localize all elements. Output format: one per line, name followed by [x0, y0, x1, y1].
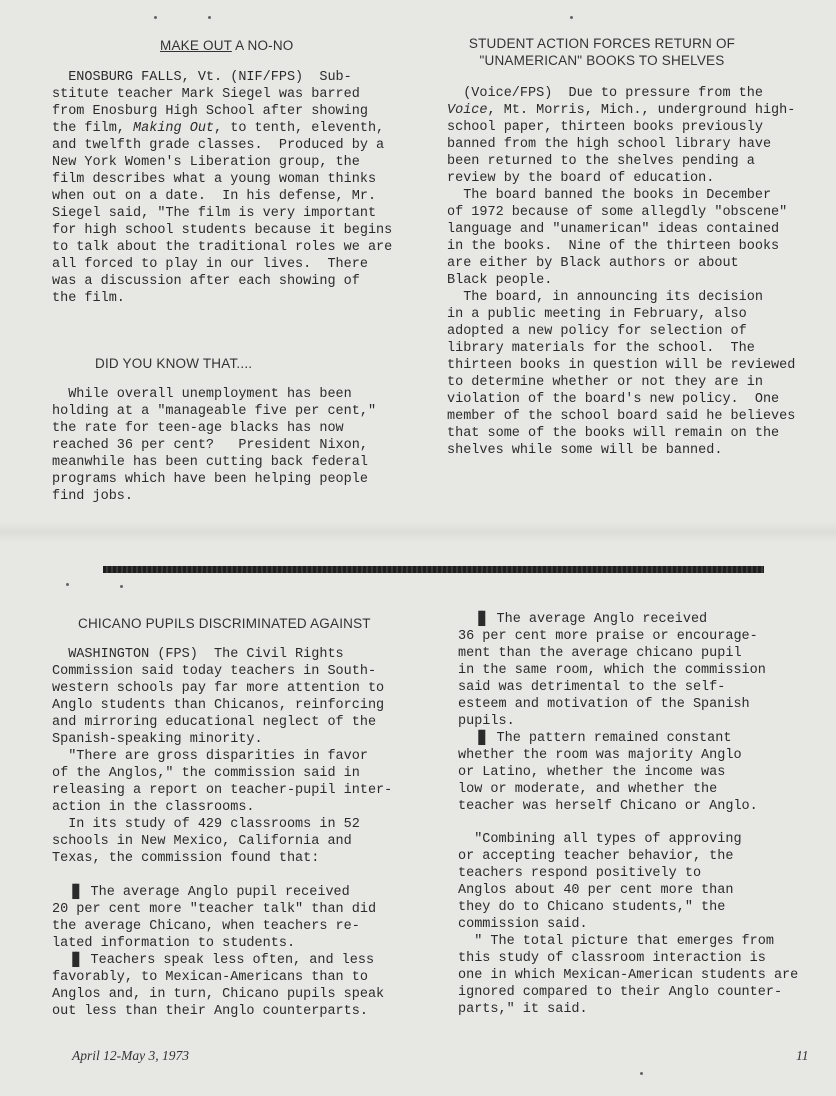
text-line: holding at a "manageable five per cent," — [52, 404, 377, 419]
text-line: out less than their Anglo counterparts. — [52, 1004, 368, 1019]
text-line: the average Chicano, when teachers re- — [52, 919, 360, 934]
paper-name: Voice — [447, 103, 488, 118]
text-line: The board banned the books in December — [447, 188, 772, 203]
text-line: Voice, Mt. Morris, Mich., underground high- — [447, 103, 796, 118]
text-line: are either by Black authors or about — [447, 256, 739, 271]
ink-speck — [154, 16, 157, 19]
text-line: they do to Chicano students," the — [458, 900, 726, 915]
text-line: review by the board of education. — [447, 171, 715, 186]
text-line: schools in New Mexico, California and — [52, 834, 352, 849]
ink-speck — [640, 1072, 643, 1075]
text-line: parts," it said. — [458, 1002, 588, 1017]
article-chicano-continued — [458, 611, 828, 1018]
text-line: member of the school board said he believes — [447, 409, 796, 424]
bullet-line: ▐▌ Teachers speak less often, and less — [68, 953, 375, 968]
text-line: lated information to students. — [52, 936, 296, 951]
text-line: or accepting teacher behavior, the — [458, 849, 734, 864]
text-line: (Voice/FPS) Due to pressure from the — [447, 86, 763, 101]
text-line: The board, in announcing its decision — [447, 290, 763, 305]
text-line: 20 per cent more "teacher talk" than did — [52, 902, 377, 917]
text-line: teacher was herself Chicano or Anglo. — [458, 799, 758, 814]
text-line: Anglos and, in turn, Chicano pupils speak — [52, 987, 385, 1002]
text-line: adopted a new policy for selection of — [447, 324, 747, 339]
text-line: "There are gross disparities in favor — [52, 749, 368, 764]
text-line: said was detrimental to the self- — [458, 680, 726, 695]
ink-speck — [66, 583, 69, 586]
text-line: teachers respond positively to — [458, 866, 702, 881]
text-line: banned from the high school library have — [447, 137, 772, 152]
text-line: whether the room was majority Anglo — [458, 748, 742, 763]
ink-speck — [208, 16, 211, 19]
article-chicano-pupils — [52, 616, 422, 1020]
text-line: Anglo students than Chicanos, reinforcing — [52, 698, 385, 713]
text-line: pupils. — [458, 714, 515, 729]
page-number: 11 — [796, 1048, 809, 1063]
text-line: and mirroring educational neglect of the — [52, 715, 377, 730]
bullet-icon: ▐▌ — [68, 885, 83, 900]
text-line: "Combining all types of approving — [458, 832, 742, 847]
text-line: of 1972 because of some allegdly "obscene" — [447, 205, 788, 220]
text-line: film describes what a young woman thinks — [52, 172, 377, 187]
article-unamerican-books — [447, 35, 827, 459]
text-line: violation of the board's new policy. One — [447, 392, 780, 407]
text-line: " The total picture that emerges from — [458, 934, 774, 949]
bullet-line: ▐▌ The pattern remained constant — [474, 731, 732, 746]
text-line: Black people. — [447, 273, 553, 288]
text-line: in the books. Nine of the thirteen books — [447, 239, 780, 254]
bullet-icon: ▐▌ — [474, 731, 489, 746]
text-line: the rate for teen-age blacks has now — [52, 421, 344, 436]
text-line: programs which have been helping people — [52, 472, 368, 487]
text-line: commission said. — [458, 917, 588, 932]
text-line: WASHINGTON (FPS) The Civil Rights — [52, 647, 344, 662]
text-line: thirteen books in question will be reviewed — [447, 358, 796, 373]
text-line: 36 per cent more praise or encourage- — [458, 629, 758, 644]
article-title: DID YOU KNOW THAT.... — [95, 356, 253, 371]
text-line: reached 36 per cent? President Nixon, — [52, 438, 368, 453]
page-fold — [0, 522, 836, 542]
text-line: New York Women's Liberation group, the — [52, 155, 360, 170]
issue-date: April 12-May 3, 1973 — [72, 1048, 189, 1063]
text-line: this study of classroom interaction is — [458, 951, 766, 966]
article-title: CHICANO PUPILS DISCRIMINATED AGAINST — [78, 616, 371, 631]
text-line: was a discussion after each showing of — [52, 274, 360, 289]
text-line: Anglos about 40 per cent more than — [458, 883, 734, 898]
text-line: that some of the books will remain on the — [447, 426, 780, 441]
text-line: and twelfth grade classes. Produced by a — [52, 138, 385, 153]
text-line: school paper, thirteen books previously — [447, 120, 763, 135]
text-line: stitute teacher Mark Siegel was barred — [52, 87, 360, 102]
text-line: favorably, to Mexican-Americans than to — [52, 970, 368, 985]
text-line: In its study of 429 classrooms in 52 — [52, 817, 360, 832]
text-line: when out on a date. In his defense, Mr. — [52, 189, 377, 204]
text-line: in the same room, which the commission — [458, 663, 766, 678]
bullet-line: ▐▌ The average Anglo received — [474, 612, 708, 627]
article-make-out — [52, 38, 412, 307]
text-line: been returned to the shelves pending a — [447, 154, 755, 169]
text-line: the film, Making Out, to tenth, eleventh, — [52, 121, 385, 136]
text-line: find jobs. — [52, 489, 134, 504]
text-line: low or moderate, and whether the — [458, 782, 718, 797]
section-divider — [103, 566, 764, 573]
text-line: ENOSBURG FALLS, Vt. (NIF/FPS) Sub- — [52, 70, 352, 85]
text-line: western schools pay far more attention to — [52, 681, 385, 696]
text-line: meanwhile has been cutting back federal — [52, 455, 368, 470]
text-line: all forced to play in our lives. There — [52, 257, 368, 272]
text-line: from Enosburg High School after showing — [52, 104, 368, 119]
text-line: ment than the average chicano pupil — [458, 646, 742, 661]
text-line: the film. — [52, 291, 125, 306]
bullet-icon: ▐▌ — [68, 953, 83, 968]
text-line: to talk about the traditional roles we are — [52, 240, 393, 255]
ink-speck — [570, 16, 573, 19]
text-line: Commission said today teachers in South- — [52, 664, 377, 679]
article-title: STUDENT ACTION FORCES RETURN OF "UNAMERICAN" BOOKS TO SHELVES — [468, 36, 736, 68]
article-title: MAKE OUT A NO-NO — [160, 38, 294, 53]
text-line: Texas, the commission found that: — [52, 851, 320, 866]
text-line: releasing a report on teacher-pupil inter- — [52, 783, 393, 798]
text-line: library materials for the school. The — [447, 341, 755, 356]
text-line: to determine whether or not they are in — [447, 375, 763, 390]
film-title: Making Out — [133, 121, 215, 136]
text-line: Siegel said, "The film is very important — [52, 206, 377, 221]
text-line: esteem and motivation of the Spanish — [458, 697, 750, 712]
text-line: Spanish-speaking minority. — [52, 732, 263, 747]
text-line: for high school students because it begins — [52, 223, 393, 238]
ink-speck — [120, 585, 123, 588]
article-did-you-know — [52, 356, 412, 505]
text-line: shelves while some will be banned. — [447, 443, 723, 458]
text-line: While overall unemployment has been — [52, 387, 352, 402]
bullet-line: ▐▌ The average Anglo pupil received — [68, 885, 350, 900]
text-line: ignored compared to their Anglo counter- — [458, 985, 783, 1000]
text-line: in a public meeting in February, also — [447, 307, 747, 322]
text-line: one in which Mexican-American students are — [458, 968, 799, 983]
text-line: or Latino, whether the income was — [458, 765, 726, 780]
text-line: language and "unamerican" ideas contained — [447, 222, 780, 237]
text-line: action in the classrooms. — [52, 800, 255, 815]
text-line: of the Anglos," the commission said in — [52, 766, 360, 781]
bullet-icon: ▐▌ — [474, 612, 489, 627]
